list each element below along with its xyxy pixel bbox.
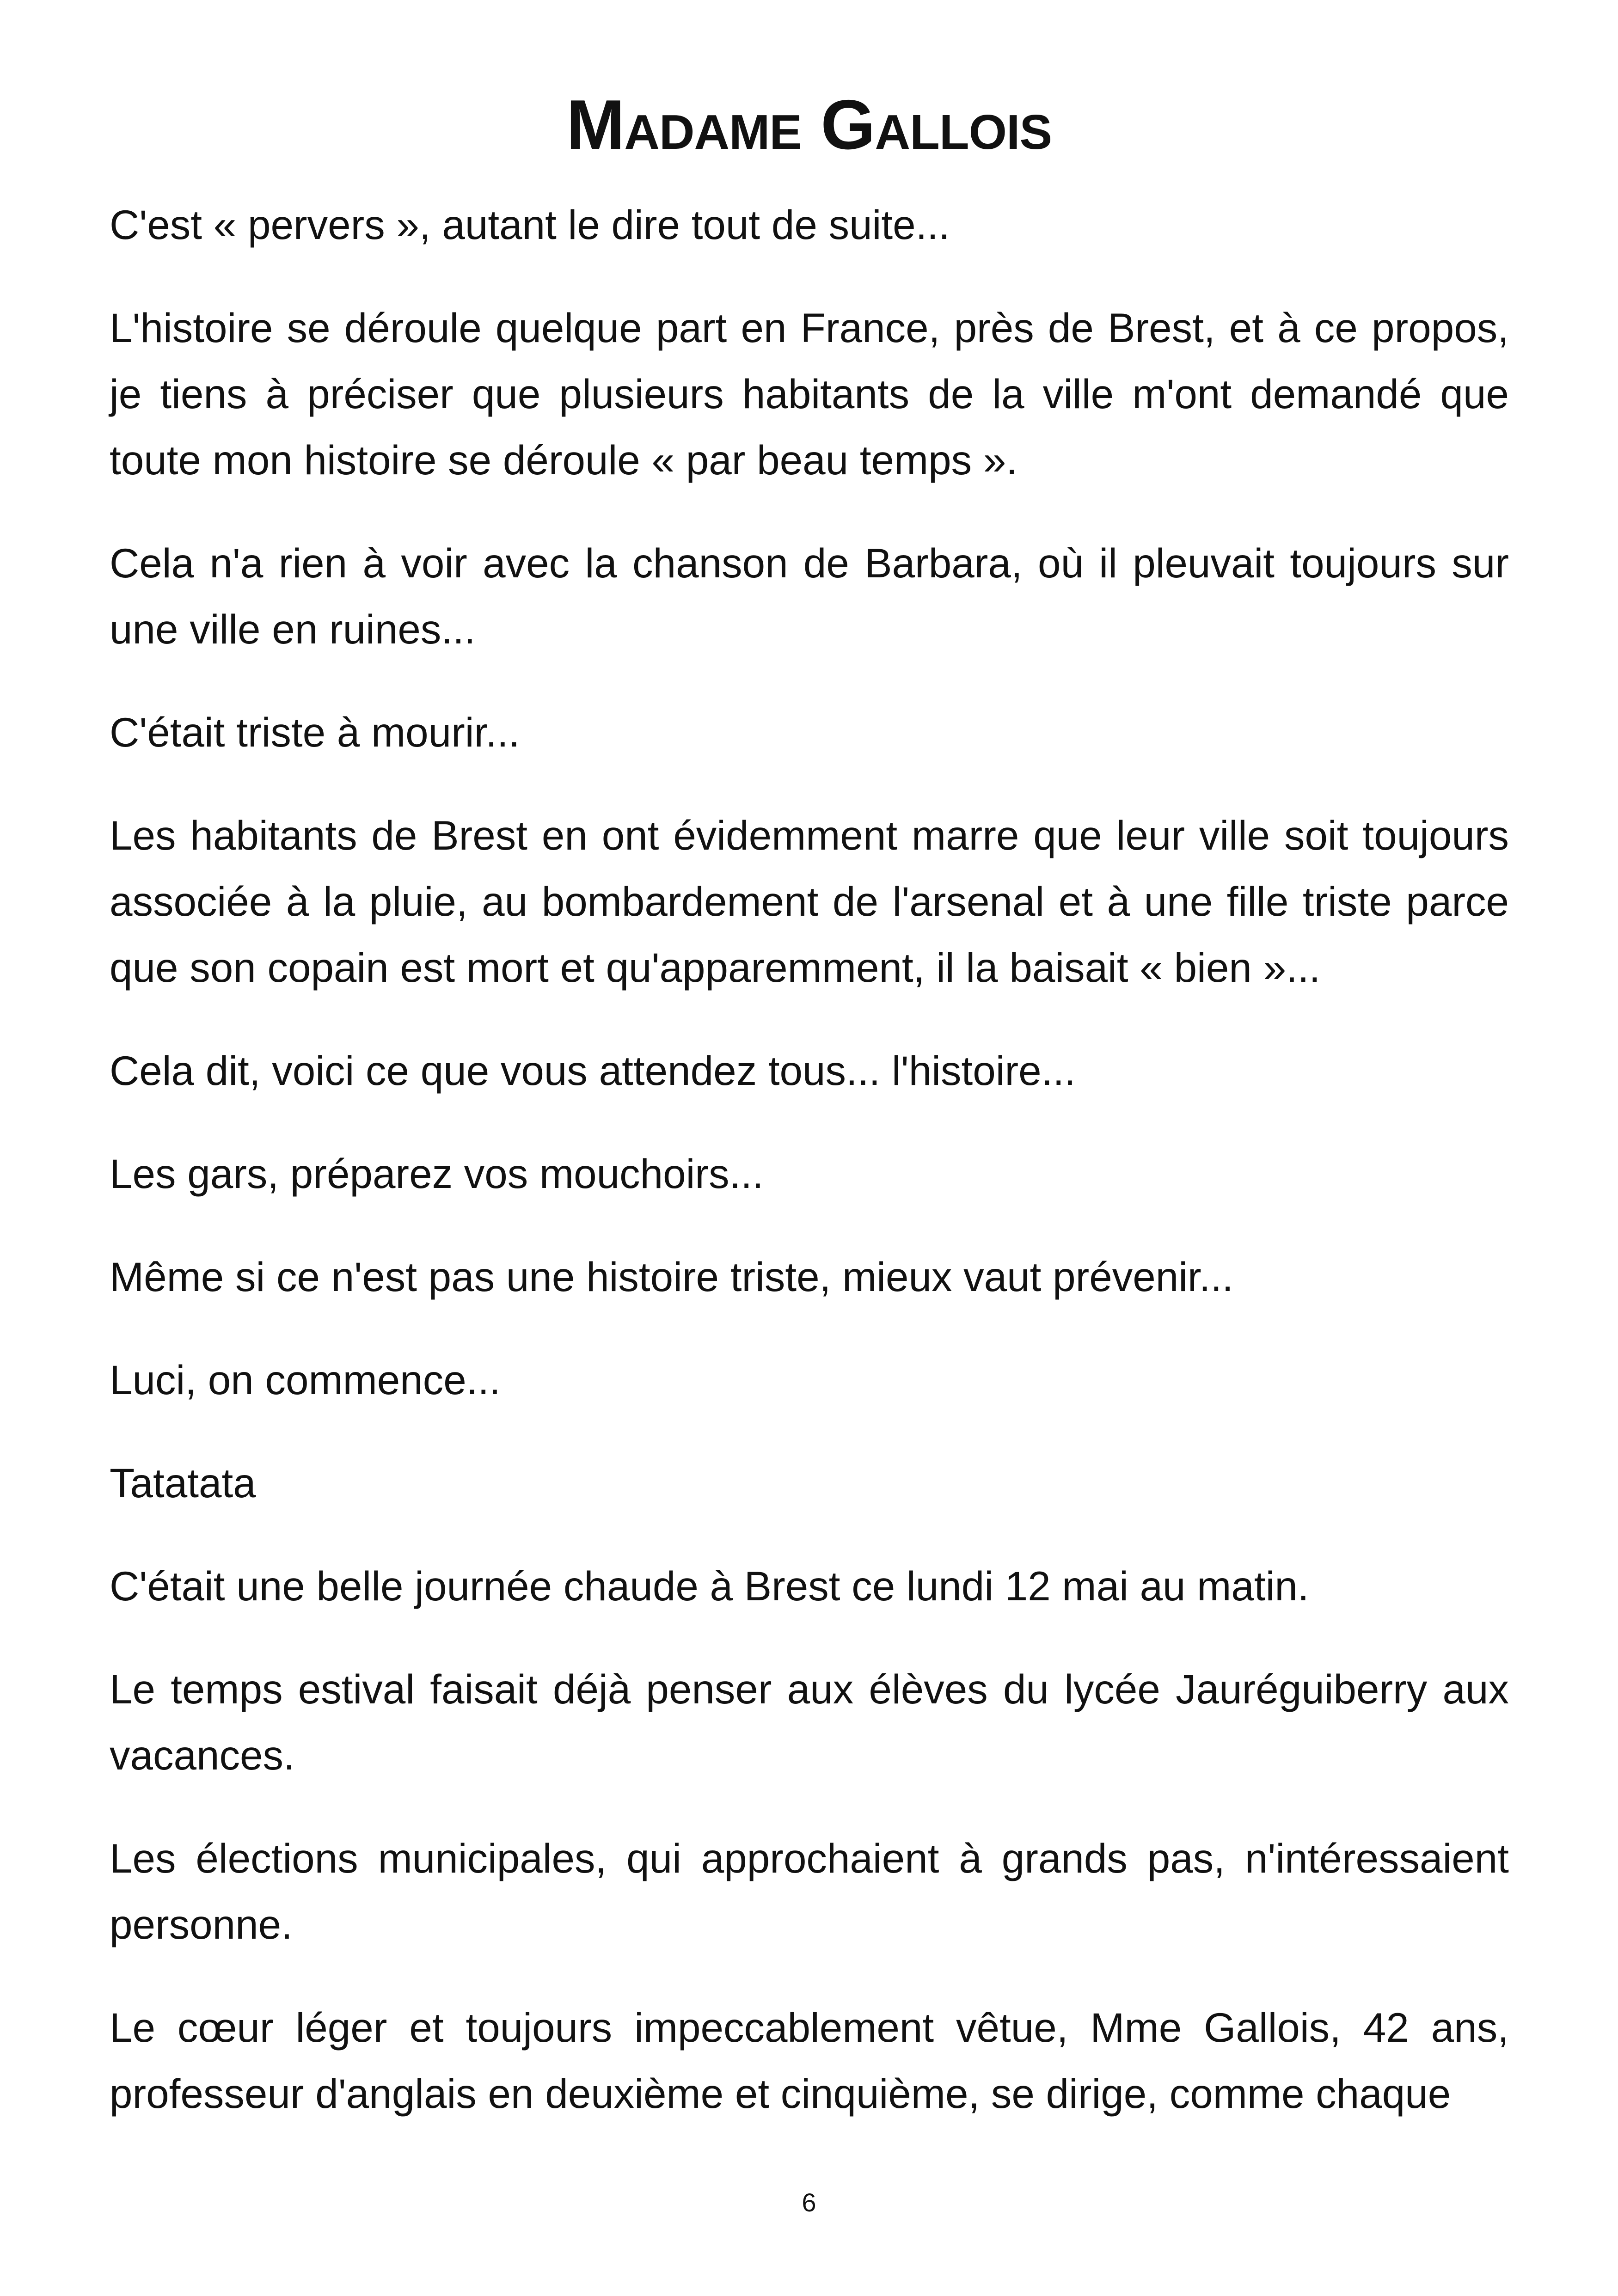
paragraph: Cela dit, voici ce que vous attendez tous... l'histoire...	[110, 1047, 1076, 1094]
paragraph: C'était triste à mourir...	[110, 709, 520, 755]
paragraph: Le temps estival faisait déjà penser aux élèves du lycée Jauréguiberry aux vacances.	[110, 1666, 1509, 1778]
paragraph: Les gars, préparez vos mouchoirs...	[110, 1151, 764, 1197]
paragraph: Les habitants de Brest en ont évidemment marre que leur ville soit toujours associée à la pluie, au bombardement de l'arsenal et à une fille triste parce que son copain est mort et qu'apparemment, il la baisait « bien »...	[110, 812, 1509, 991]
paragraph: L'histoire se déroule quelque part en France, près de Brest, et à ce propos, je tiens à préciser que plusieurs habitants de la ville m'ont demandé que toute mon histoire se déroule « par beau temps ».	[110, 305, 1509, 483]
paragraph: C'était une belle journée chaude à Brest ce lundi 12 mai au matin.	[110, 1563, 1309, 1609]
paragraph: Même si ce n'est pas une histoire triste, mieux vaut prévenir...	[110, 1254, 1233, 1300]
paragraph: Cela n'a rien à voir avec la chanson de Barbara, où il pleuvait toujours sur une ville en ruines...	[110, 540, 1509, 652]
paragraph: C'est « pervers », autant le dire tout de suite...	[110, 202, 950, 248]
paragraph: Tatatata	[110, 1460, 256, 1506]
paragraph: Le cœur léger et toujours impeccablement vêtue, Mme Gallois, 42 ans, professeur d'anglais en deuxième et cinquième, se dirige, comme chaque	[110, 2004, 1509, 2117]
body-text	[110, 192, 1509, 2164]
paragraph: Luci, on commence...	[110, 1357, 501, 1403]
page-number: 6	[802, 2188, 816, 2217]
paragraph: Les élections municipales, qui approchaient à grands pas, n'intéressaient personne.	[110, 1835, 1509, 1947]
page-title: Madame Gallois	[566, 86, 1052, 164]
